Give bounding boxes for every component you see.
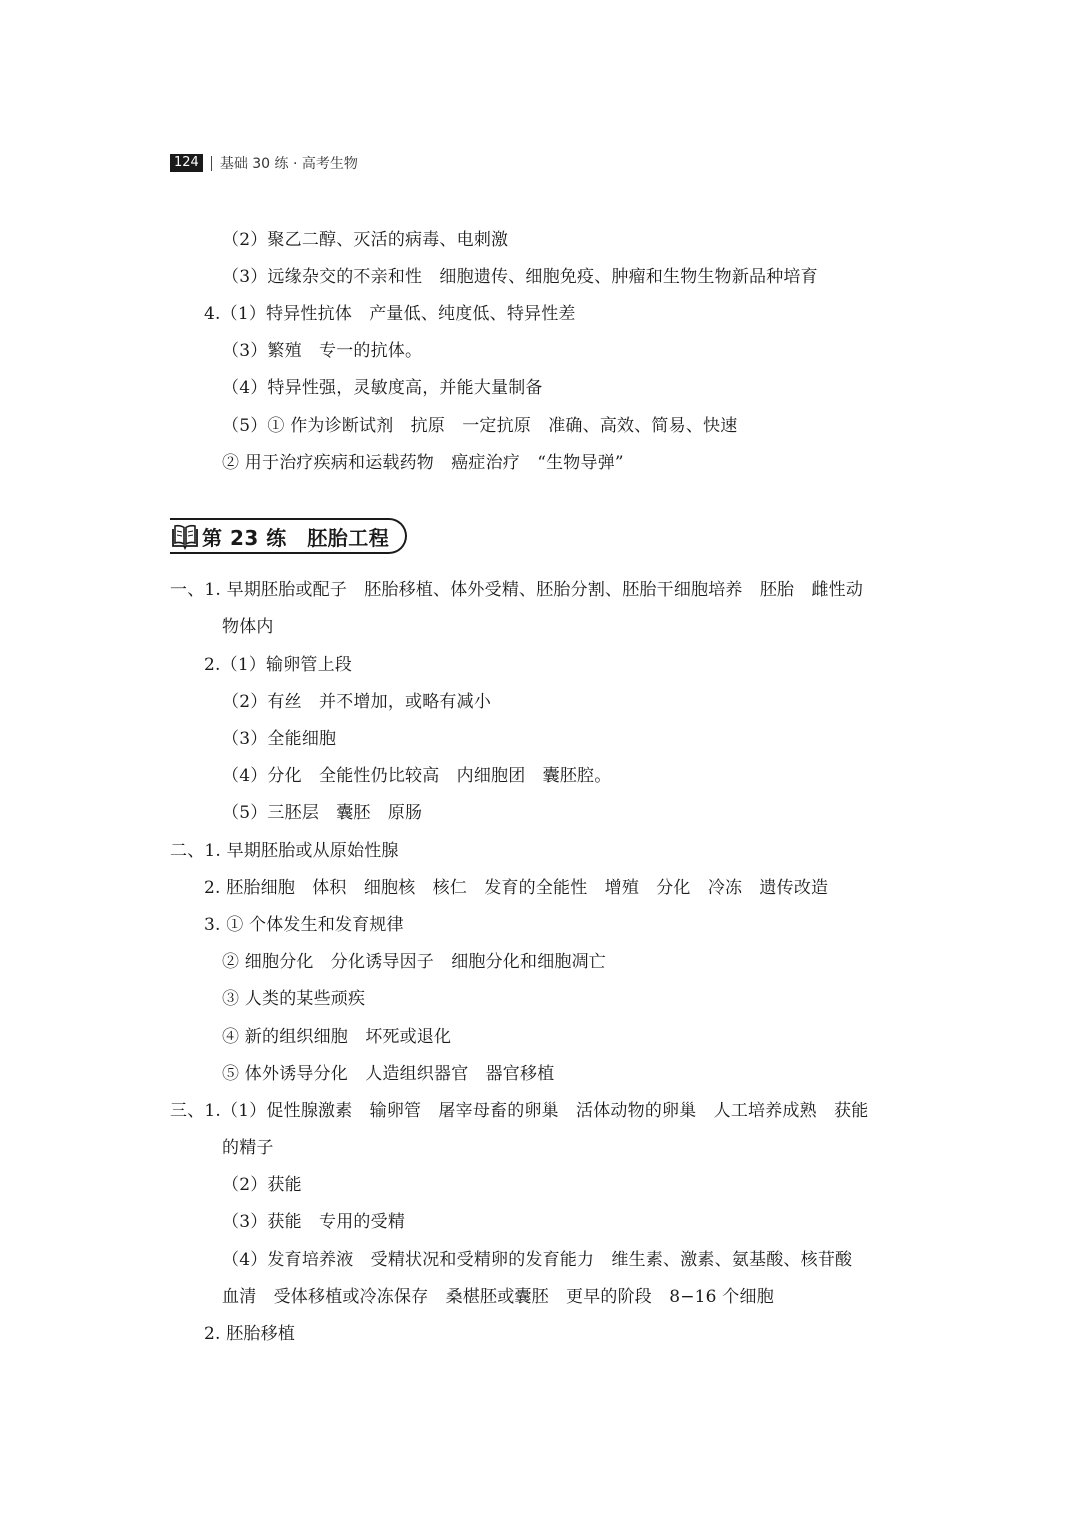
text-line: （3）繁殖 专一的抗体。 [222, 341, 423, 361]
open-book-icon [170, 521, 200, 551]
section-title: 第 23 练 胚胎工程 [202, 525, 390, 550]
text-line: 物体内 [222, 617, 274, 637]
text-line: 二、1. 早期胚胎或从原始性腺 [170, 841, 399, 861]
text-line: ② 用于治疗疾病和运载药物 癌症治疗 “生物导弹” [222, 453, 624, 473]
text-line: （2）聚乙二醇、灭活的病毒、电刺激 [222, 230, 509, 250]
text-line: 一、1. 早期胚胎或配子 胚胎移植、体外受精、胚胎分割、胚胎干细胞培养 胚胎 雌性动 [170, 580, 864, 600]
text-line: ② 细胞分化 分化诱导因子 细胞分化和细胞凋亡 [222, 952, 607, 972]
header-divider [211, 156, 212, 171]
text-line: （5）① 作为诊断试剂 抗原 一定抗原 准确、高效、简易、快速 [222, 416, 738, 436]
text-line: （2）获能 [222, 1175, 302, 1195]
text-line: 的精子 [222, 1138, 274, 1158]
section-title-box [170, 518, 407, 554]
text-line: （5）三胚层 囊胚 原肠 [222, 803, 423, 823]
text-line: 3. ① 个体发生和发育规律 [204, 915, 404, 935]
text-line: （4）特异性强，灵敏度高，并能大量制备 [222, 378, 543, 398]
text-line: 2. 胚胎细胞 体积 细胞核 核仁 发育的全能性 增殖 分化 冷冻 遗传改造 [204, 878, 829, 898]
text-line: 血清 受体移植或冷冻保存 桑椹胚或囊胚 更早的阶段 8−16 个细胞 [222, 1287, 774, 1307]
text-line: 4.（1）特异性抗体 产量低、纯度低、特异性差 [204, 304, 576, 324]
text-line: ③ 人类的某些顽疾 [222, 989, 366, 1009]
section-heading [170, 519, 407, 553]
text-line: 2.（1）输卵管上段 [204, 655, 353, 675]
text-line: （2）有丝 并不增加，或略有减小 [222, 692, 492, 712]
text-line: （4）发育培养液 受精状况和受精卵的发育能力 维生素、激素、氨基酸、核苷酸 [222, 1250, 853, 1270]
text-line: 三、1.（1）促性腺激素 输卵管 屠宰母畜的卵巢 活体动物的卵巢 人工培养成熟 获能 [170, 1101, 869, 1121]
text-line: ④ 新的组织细胞 坏死或退化 [222, 1027, 452, 1047]
text-line: （4）分化 全能性仍比较高 内细胞团 囊胚腔。 [222, 766, 612, 786]
text-line: 2. 胚胎移植 [204, 1324, 296, 1344]
text-line: （3）远缘杂交的不亲和性 细胞遗传、细胞免疫、肿瘤和生物生物新品种培育 [222, 267, 818, 287]
book-title: 基础 30 练 · 高考生物 [219, 156, 358, 172]
text-line: ⑤ 体外诱导分化 人造组织器官 器官移植 [222, 1064, 555, 1084]
page-number: 124 [170, 154, 203, 172]
text-line: （3）全能细胞 [222, 729, 337, 749]
running-header [170, 152, 358, 174]
text-line: （3）获能 专用的受精 [222, 1212, 406, 1232]
